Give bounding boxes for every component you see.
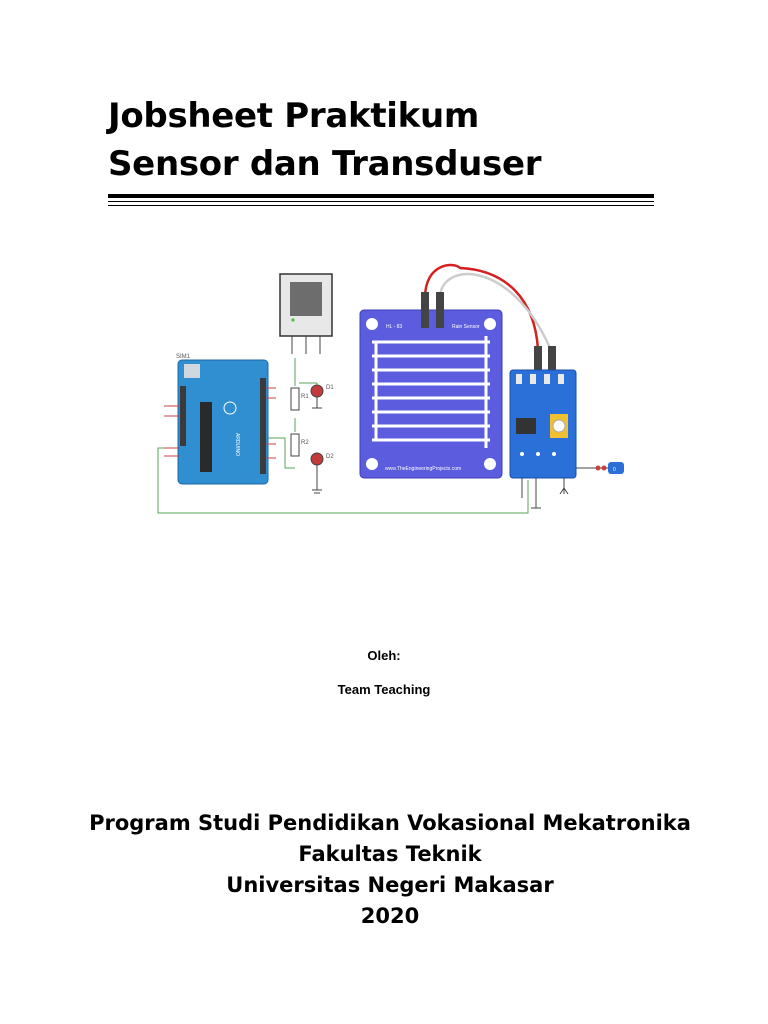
sensor-watermark: www.TheEngineeringProjects.com xyxy=(385,466,462,472)
sensor-name: Rain Sensor xyxy=(452,324,480,330)
arduino-board xyxy=(164,354,276,484)
author-name: Team Teaching xyxy=(337,682,431,697)
title-rule-thin xyxy=(108,205,654,206)
year: 2020 xyxy=(360,904,420,928)
r1-label: R1 xyxy=(301,394,309,400)
study-program: Program Studi Pendidikan Vokasional Mekatronika xyxy=(89,811,691,835)
connector xyxy=(421,292,429,328)
connector xyxy=(436,292,444,328)
logic-probe xyxy=(596,462,625,474)
d1-label: D1 xyxy=(326,385,334,391)
arduino-brand: ARDUINO xyxy=(234,433,240,457)
title-rule-thick xyxy=(108,194,654,198)
lcd-module xyxy=(280,274,332,354)
d2-label: D2 xyxy=(326,454,334,460)
author-by-label: Oleh: xyxy=(367,648,401,663)
title-line-1: Jobsheet Praktikum xyxy=(108,96,479,136)
led-d1 xyxy=(291,358,334,410)
r2-label: R2 xyxy=(301,440,309,446)
comparator-module xyxy=(510,370,608,508)
arduino-label: SIM1 xyxy=(176,354,191,360)
university: Universitas Negeri Makasar xyxy=(226,873,554,897)
led-d2 xyxy=(291,418,334,493)
faculty: Fakultas Teknik xyxy=(298,842,482,866)
circuit-illustration xyxy=(150,258,630,520)
title-rule-thin xyxy=(108,201,654,202)
title-line-2: Sensor dan Transduser xyxy=(108,144,542,184)
sensor-model: HL - 83 xyxy=(386,324,403,330)
document-title xyxy=(108,92,541,188)
probe-value: 0 xyxy=(613,467,616,473)
institution-block xyxy=(0,808,768,932)
rain-sensor-plate xyxy=(360,310,502,478)
